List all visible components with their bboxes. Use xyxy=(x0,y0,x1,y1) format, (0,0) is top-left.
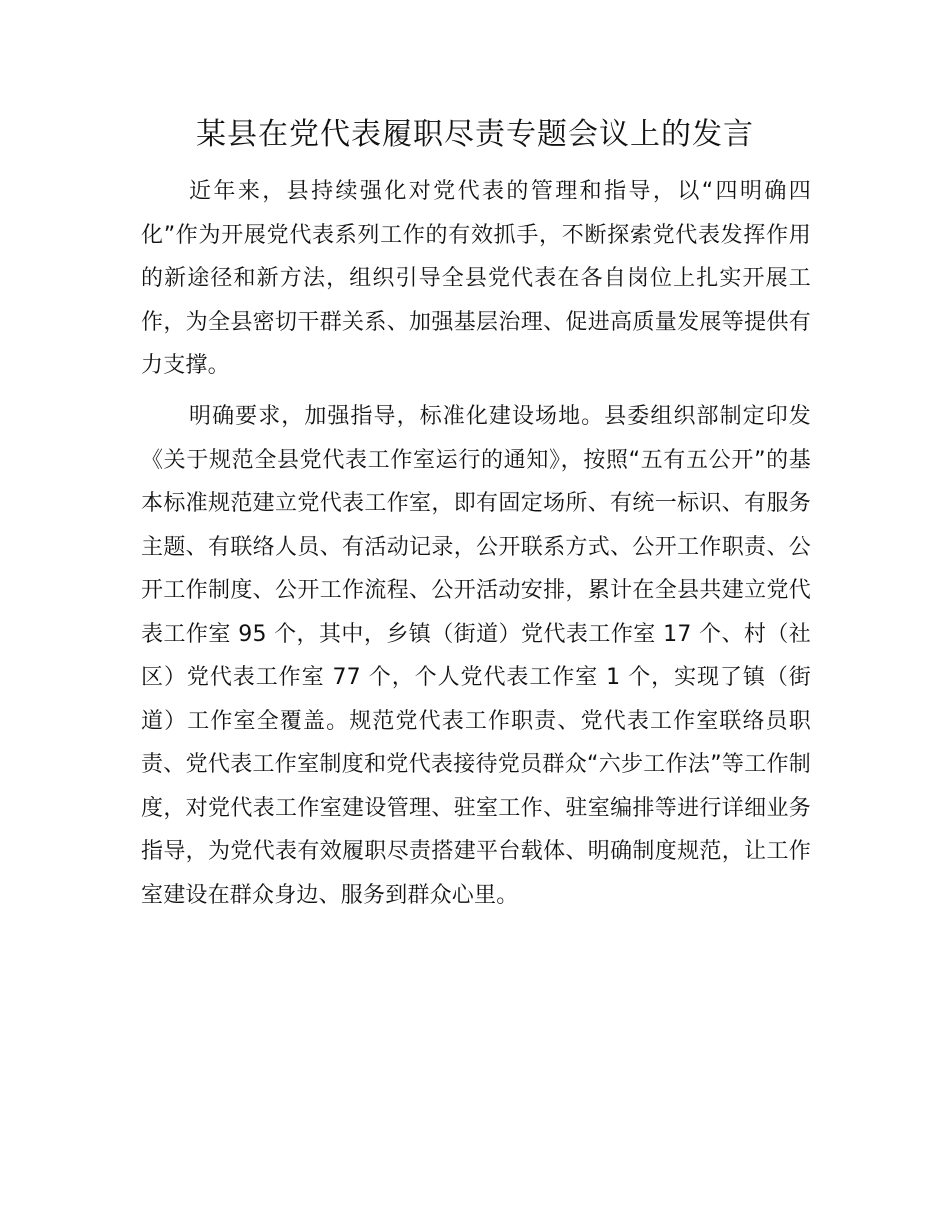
paragraph-intro: 近年来，县持续强化对党代表的管理和指导，以“四明确四化”作为开展党代表系列工作的有效抓手，不断探索党代表发挥作用的新途径和新方法，组织引导全县党代表在各自岗位上扎实开展工作，为全县密切干群关系、加强基层治理、促进高质量发展等提供有力支撑。 xyxy=(141,179,811,378)
paragraph-requirements: 明确要求，加强指导，标准化建设场地。县委组织部制定印发《关于规范全县党代表工作室运行的通知》，按照“五有五公开”的基本标准规范建立党代表工作室，即有固定场所、有统一标识、有服务主题、有联络人员、有活动记录，公开联系方式、公开工作职责、公开工作制度、公开工作流程、公开活动安排，累计在全县共建立党代表工作室 95 个，其中，乡镇（街道）党代表工作室 17 个、村（社区）党代表工作室 77 个，个人党代表工作室 1 个，实现了镇（街道）工作室全覆盖。规范党代表工作职责、党代表工作室联络员职责、党代表工作室制度和党代表接待党员群众“六步工作法”等工作制度，对党代表工作室建设管理、驻室工作、驻室编排等进行详细业务指导，为党代表有效履职尽责搭建平台载体、明确制度规范，让工作室建设在群众身边、服务到群众心里。 xyxy=(141,404,811,908)
document-title: 某县在党代表履职尽责专题会议上的发言 xyxy=(196,117,754,152)
